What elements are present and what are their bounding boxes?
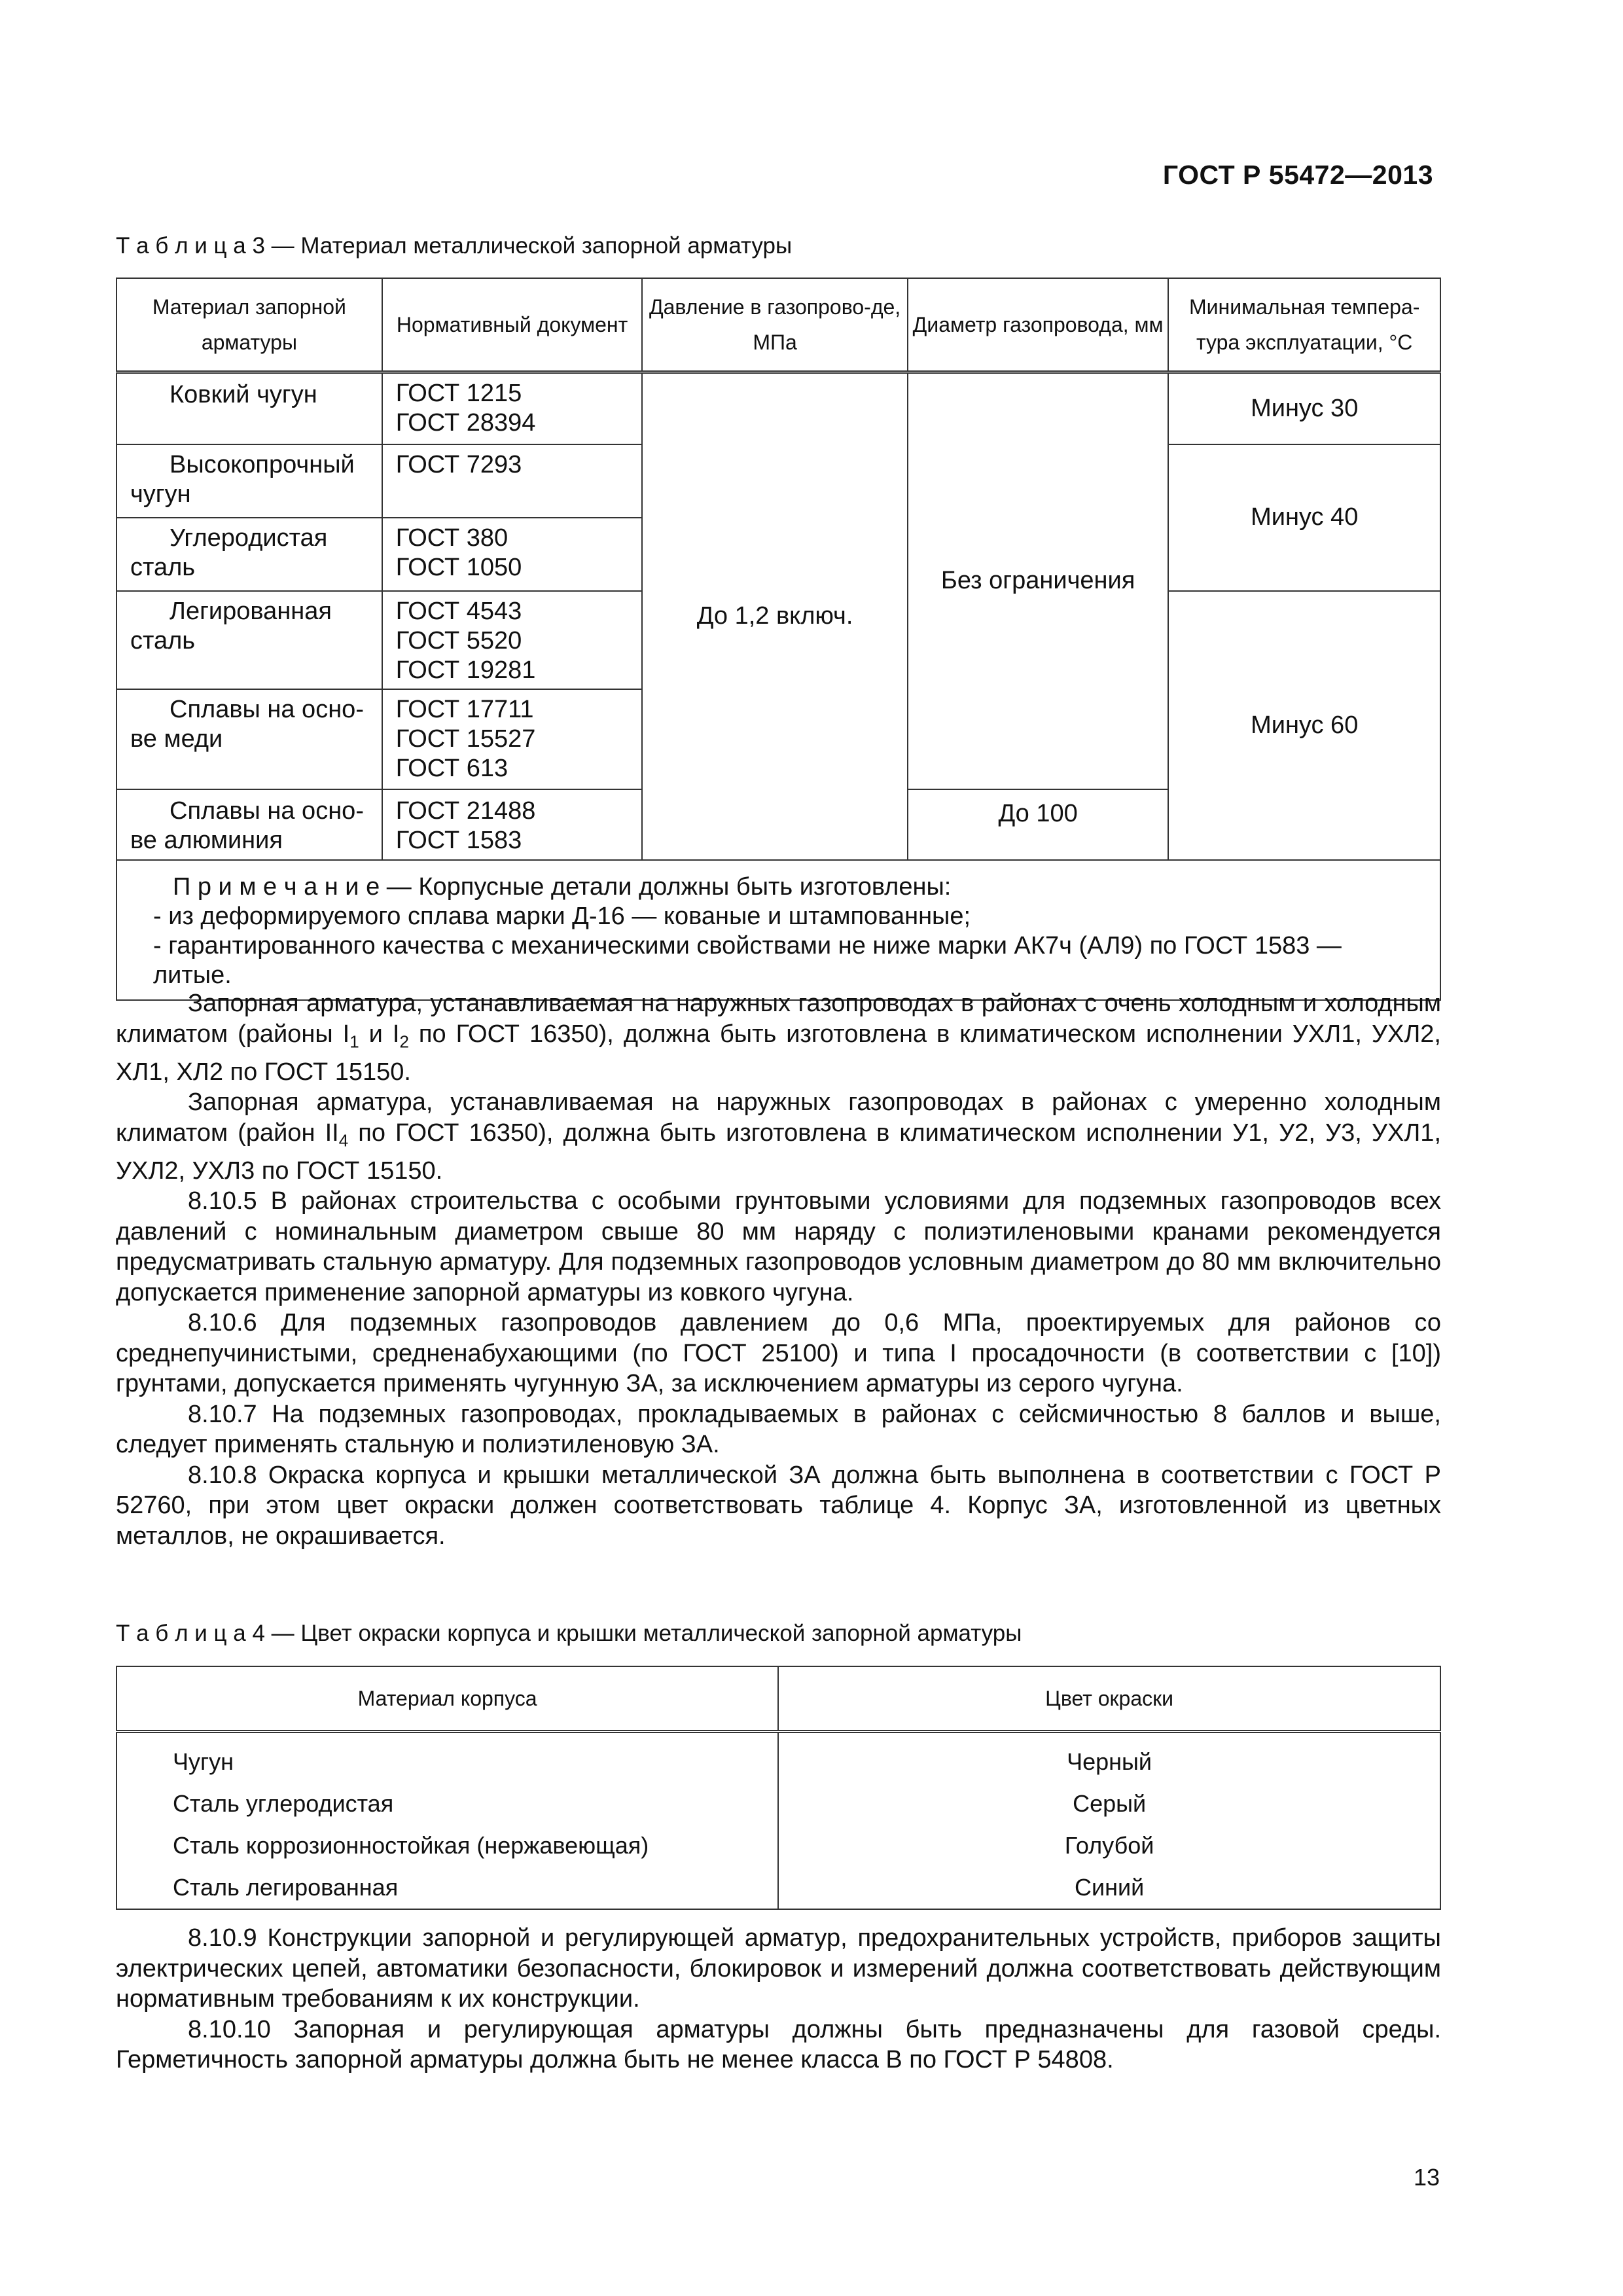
paragraph-8-10-8: 8.10.8 Окраска корпуса и крышки металлической ЗА должна быть выполнена в соответствии с ГОСТ Р 52760, при этом цвет окраски должен соответствовать таблице 4. Корпус ЗА, изготовленной из цветных металлов, не окрашивается.: [116, 1461, 1441, 1550]
pressure-merged-cell: До 1,2 включ.: [642, 372, 907, 860]
table-row: [116, 372, 1440, 444]
material-cell: Сплавы на осно- ве алюминия: [116, 789, 382, 860]
table-row: [116, 1783, 1440, 1825]
table3-note-row: [116, 860, 1440, 1000]
paragraph-8-10-9: 8.10.9 Конструкции запорной и регулирующей арматур, предохранительных устройств, приборов защиты электрических цепей, автоматики безопасности, блокировок и измерений должна соответствовать действующим нормативным требованиям к их конструкции.: [116, 1924, 1441, 2013]
document-cell: ГОСТ 7293: [382, 444, 643, 518]
note-label: П р и м е ч а н и е: [173, 872, 380, 901]
table3-header-row: [116, 278, 1440, 372]
paragraph: Запорная арматура, устанавливаемая на наружных газопроводах в районах с умеренно холодным климатом (район $II_4$ по ГОСТ 16350), должна быть изготовлена в климатическом исполнении У1, У2, У3, УХЛ1, УХЛ2, УХЛ3 по ГОСТ 15150.: [116, 1088, 1442, 1185]
table-row: [116, 1867, 1440, 1909]
material-cell: Высокопрочный чугун: [116, 444, 382, 518]
document-cell: ГОСТ 21488 ГОСТ 1583: [382, 789, 643, 860]
material-cell: Сталь легированная: [116, 1867, 778, 1909]
document-cell: ГОСТ 1215 ГОСТ 28394: [382, 372, 643, 444]
color-cell: Серый: [778, 1783, 1440, 1825]
table3-col-temperature: Минимальная темпера-тура эксплуатации, °С: [1168, 278, 1440, 372]
table4-caption-label: Т а б л и ц а 4: [116, 1621, 265, 1646]
material-cell: Сталь коррозионностойкая (нержавеющая): [116, 1825, 778, 1867]
paragraph-8-10-5: 8.10.5 В районах строительства с особыми грунтовыми условиями для подземных газопроводов всех давлений с номинальным диаметром свыше 80 мм наряду с полиэтиленовыми кранами рекомендуется предусматривать стальную арматуру. Для подземных газопроводов условным диаметром до 80 мм включительно допускается применение запорной арматуры из ковкого чугуна.: [116, 1187, 1441, 1306]
diameter-cell-last: До 100: [908, 789, 1169, 860]
body-text-middle: [116, 988, 1441, 1551]
table-row: [116, 1825, 1440, 1867]
document-cell: ГОСТ 17711 ГОСТ 15527 ГОСТ 613: [382, 689, 643, 789]
paragraph: Запорная арматура, устанавливаемая на наружных газопроводах в районах с очень холодным и холодным климатом (районы $I_1$ и $I_2$ по ГОСТ 16350), должна быть изготовлена в климатическом исполнении УХЛ1, УХЛ2, ХЛ1, ХЛ2 по ГОСТ 15150.: [116, 990, 1441, 1086]
table-row: [116, 1732, 1440, 1784]
table3-col-document: Нормативный документ: [382, 278, 643, 372]
document-cell: ГОСТ 4543 ГОСТ 5520 ГОСТ 19281: [382, 591, 643, 689]
paragraph-8-10-10: 8.10.10 Запорная и регулирующая арматуры должны быть предназначены для газовой среды. Герметичность запорной арматуры должна быть не менее класса В по ГОСТ Р 54808.: [116, 2015, 1441, 2073]
table3-col-material: Материал запорной арматуры: [116, 278, 382, 372]
color-cell: Черный: [778, 1732, 1440, 1784]
material-cell: Сплавы на осно- ве меди: [116, 689, 382, 789]
material-cell: Чугун: [116, 1732, 778, 1784]
table4: [116, 1666, 1441, 1910]
table3-col-pressure: Давление в газопрово-де, МПа: [642, 278, 907, 372]
temperature-cell-3: Минус 60: [1168, 591, 1440, 860]
material-cell: Сталь углеродистая: [116, 1783, 778, 1825]
table4-col-color: Цвет окраски: [778, 1666, 1440, 1732]
body-text-end: [116, 1923, 1441, 2075]
material-cell: Легированная сталь: [116, 591, 382, 689]
material-cell: Углеродистая сталь: [116, 518, 382, 591]
color-cell: Синий: [778, 1867, 1440, 1909]
table4-col-material: Материал корпуса: [116, 1666, 778, 1732]
table3: [116, 278, 1441, 1001]
color-cell: Голубой: [778, 1825, 1440, 1867]
table3-col-diameter: Диаметр газопровода, мм: [908, 278, 1169, 372]
temperature-cell-2: Минус 40: [1168, 444, 1440, 591]
table4-caption-text: — Цвет окраски корпуса и крышки металлической запорной арматуры: [264, 1621, 1022, 1646]
table3-note: П р и м е ч а н и е — Корпусные детали должны быть изготовлены: - из деформируемого сплава марки Д-16 — кованые и штампованные; - гарантированного качества с механическими свойствами не ниже марки АК7ч (АЛ9) по ГОСТ 1583 — литые.: [116, 860, 1440, 1000]
table3-caption-label: Т а б л и ц а 3: [116, 233, 265, 259]
table4-caption: [116, 1621, 1022, 1647]
document-code: ГОСТ Р 55472—2013: [1162, 160, 1433, 190]
page-number: 13: [1413, 2164, 1440, 2191]
table3-caption: [116, 233, 792, 259]
table4-header-row: [116, 1666, 1440, 1732]
paragraph-8-10-6: 8.10.6 Для подземных газопроводов давлением до 0,6 МПа, проектируемых для районов со среднепучинистыми, средненабухающими (по ГОСТ 25100) и типа I просадочности (в соответствии с [10]) грунтами, допускается применять чугунную ЗА, за исключением арматуры из серого чугуна.: [116, 1309, 1441, 1398]
material-cell: Ковкий чугун: [116, 372, 382, 444]
table3-caption-text: — Материал металлической запорной арматуры: [264, 233, 793, 259]
diameter-merged-cell: Без ограничения: [908, 372, 1169, 789]
paragraph-8-10-7: 8.10.7 На подземных газопроводах, прокладываемых в районах с сейсмичностью 8 баллов и выше, следует применять стальную и полиэтиленовую ЗА.: [116, 1400, 1441, 1459]
temperature-cell-1: Минус 30: [1168, 372, 1440, 444]
document-cell: ГОСТ 380 ГОСТ 1050: [382, 518, 643, 591]
